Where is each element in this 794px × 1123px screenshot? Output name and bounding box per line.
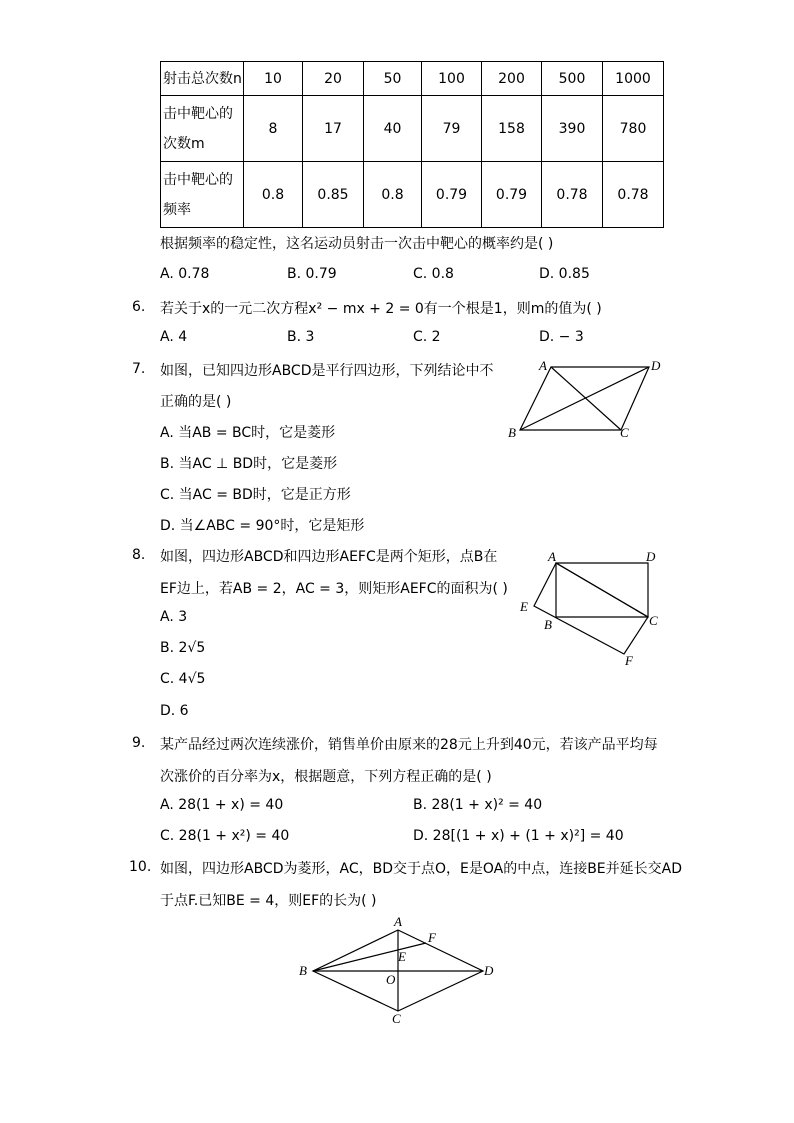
table-cell: 0.79 [422,162,482,228]
q9-stem-line1: 某产品经过两次连续涨价，销售单价由原来的28元上升到40元，若该产品平均每 [160,737,658,753]
q7-parallelogram-figure [500,355,670,445]
table-cell: 17 [303,96,364,162]
q10-rhombus-figure [290,912,510,1032]
table-cell: 100 [422,62,482,96]
table-cell: 1000 [603,62,664,96]
label-d: D [651,358,661,373]
label-b: B [544,617,552,632]
q8-number: 8. [132,547,146,563]
q8-option-d[interactable]: D. 6 [160,703,189,719]
q5-option-a[interactable]: A. 0.78 [160,266,210,282]
q8-stem-line1: 如图，四边形ABCD和四边形AEFC是两个矩形，点B在 [160,549,498,565]
label-a: A [539,358,547,373]
q9-stem-line2: 次涨价的百分率为x，根据题意，下列方程正确的是( ) [160,769,492,785]
table-cell: 200 [482,62,542,96]
q10-stem-line2: 于点F.已知BE = 4，则EF的长为( ) [160,893,377,909]
q7-option-d[interactable]: D. 当∠ABC = 90°时，它是矩形 [160,518,365,534]
table-cell: 10 [244,62,303,96]
label-d: D [484,963,494,978]
label-e: E [398,949,406,964]
row-header: 射击总次数n [161,62,244,96]
q5-stem: 根据频率的稳定性，这名运动员射击一次击中靶心的概率约是( ) [160,236,554,252]
table-cell: 0.8 [244,162,303,228]
label-c: C [392,1011,401,1026]
table-row [161,62,664,96]
label-b: B [299,963,307,978]
row-header: 击中靶心的 次数m [161,96,244,162]
label-c: C [620,425,629,440]
label-e: E [520,599,528,614]
q5-option-b[interactable]: B. 0.79 [287,266,337,282]
q9-option-c[interactable]: C. 28(1 + x²) = 40 [160,828,290,844]
table-row [161,162,664,228]
q6-option-d[interactable]: D. − 3 [539,329,584,345]
q8-stem-line2: EF边上，若AB = 2，AC = 3，则矩形AEFC的面积为( ) [160,581,508,597]
q7-option-b[interactable]: B. 当AC ⊥ BD时，它是菱形 [160,456,338,472]
table-cell: 500 [542,62,603,96]
table-cell: 0.85 [303,162,364,228]
table-cell: 50 [364,62,422,96]
table-cell: 20 [303,62,364,96]
label-o: O [386,972,396,987]
table-cell: 390 [542,96,603,162]
q7-option-a[interactable]: A. 当AB = BC时，它是菱形 [160,425,336,441]
label-a: A [548,549,556,564]
q8-option-c[interactable]: C. 4√5 [160,671,206,687]
table-cell: 40 [364,96,422,162]
label-d: D [646,549,656,564]
label-f: F [428,930,436,945]
q6-option-c[interactable]: C. 2 [413,329,441,345]
frequency-table [160,61,664,228]
q9-option-a[interactable]: A. 28(1 + x) = 40 [160,797,284,813]
table-cell: 0.79 [482,162,542,228]
table-row [161,96,664,162]
q9-option-d[interactable]: D. 28[(1 + x) + (1 + x)²] = 40 [413,828,624,844]
q10-stem-line1: 如图，四边形ABCD为菱形，AC，BD交于点O，E是OA的中点，连接BE并延长交AD [160,861,683,877]
q9-number: 9. [132,735,146,751]
table-cell: 780 [603,96,664,162]
table-cell: 8 [244,96,303,162]
table-cell: 79 [422,96,482,162]
q7-number: 7. [132,361,146,377]
row-header: 击中靶心的 频率 [161,162,244,228]
q6-number: 6. [132,299,146,315]
q8-option-a[interactable]: A. 3 [160,609,188,625]
q9-option-b[interactable]: B. 28(1 + x)² = 40 [413,797,543,813]
q10-number: 10. [129,859,152,875]
table-cell: 0.8 [364,162,422,228]
q7-stem-line2: 正确的是( ) [160,394,232,410]
label-a: A [394,914,402,929]
label-b: B [508,425,516,440]
table-cell: 0.78 [603,162,664,228]
q6-option-a[interactable]: A. 4 [160,329,188,345]
q5-option-c[interactable]: C. 0.8 [413,266,454,282]
label-f: F [625,653,633,668]
q6-stem: 若关于x的一元二次方程x² − mx + 2 = 0有一个根是1，则m的值为( ) [160,301,602,317]
q8-option-b[interactable]: B. 2√5 [160,640,206,656]
q7-stem-line1: 如图，已知四边形ABCD是平行四边形，下列结论中不 [160,363,494,379]
q8-rectangles-figure [512,545,672,675]
q6-option-b[interactable]: B. 3 [287,329,315,345]
q5-option-d[interactable]: D. 0.85 [539,266,590,282]
label-c: C [649,613,658,628]
q7-option-c[interactable]: C. 当AC = BD时，它是正方形 [160,487,351,503]
table-cell: 0.78 [542,162,603,228]
table-cell: 158 [482,96,542,162]
